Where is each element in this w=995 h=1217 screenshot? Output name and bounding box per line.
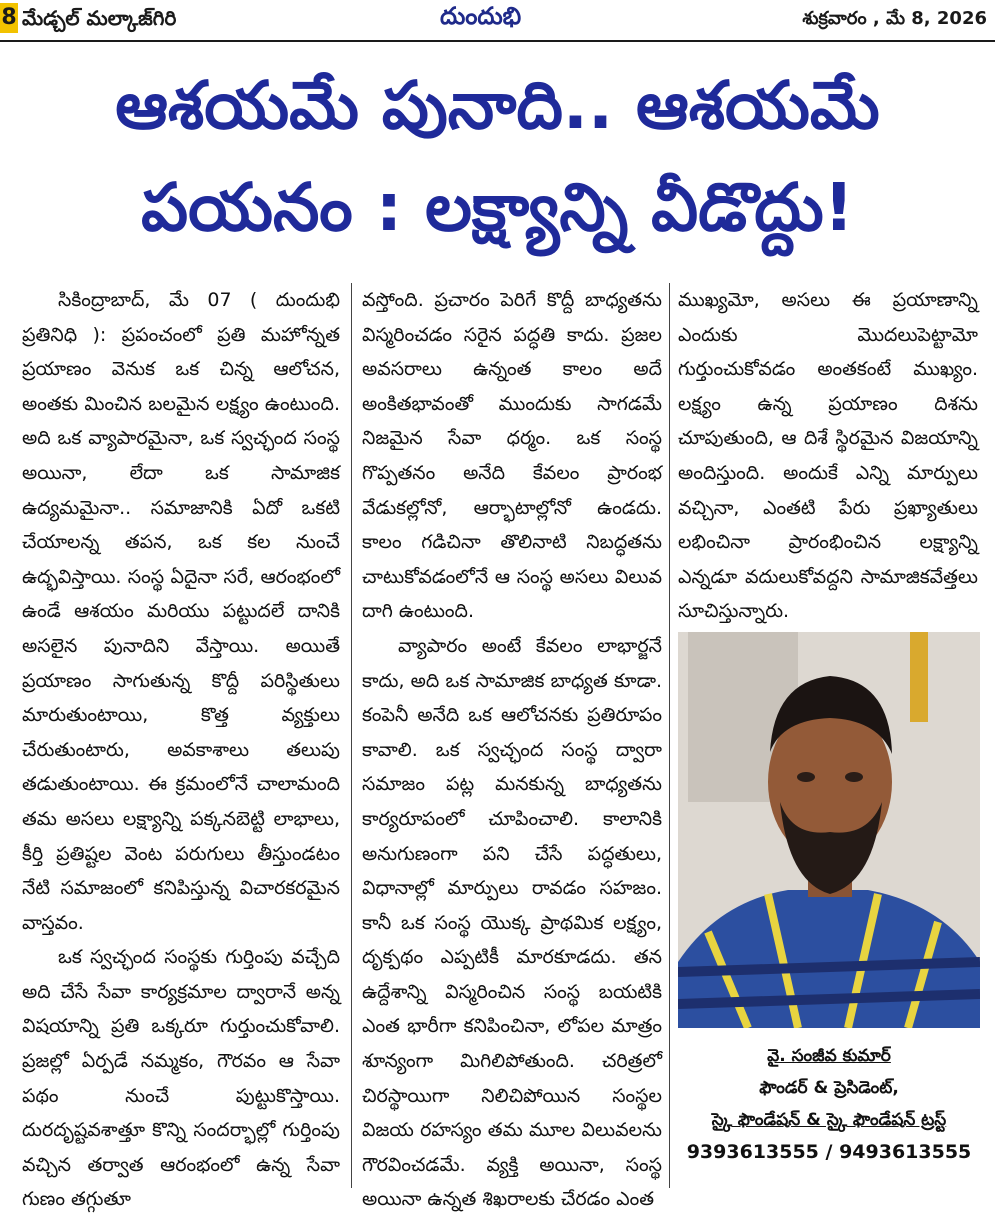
article-column-3: [678, 283, 978, 629]
article-paragraph: వ్యాపారం అంటే కేవలం లాభార్జనే కాదు, అది ఒక సామాజిక బాధ్యత కూడా. కంపెనీ అనేది ఒక ఆలోచనకు ప్రతిరూపం కావాలి. ఒక స్వచ్ఛంద సంస్థ ద్వారా సమాజం పట్ల మనకున్న బాధ్యతను కార్యరూపంలో చూపించాలి. కాలానికి అనుగుణంగా పని చేసే పద్ధతులు, విధానాల్లో మార్పులు రావడం సహజం. కానీ ఒక సంస్థ యొక్క ప్రాథమిక లక్ష్యం, దృక్పథం ఎప్పటికీ మారకూడదు. తన ఉద్దేశాన్ని విస్మరించిన సంస్థ బయటికి ఎంత భారీగా కనిపించినా, లోపల మాత్రం శూన్యంగా మిగిలిపోతుంది. చరిత్రలో చిరస్థాయిగా నిలిచిపోయిన సంస్థల విజయ రహస్యం తమ మూల విలువలను గౌరవించడమే. వ్యక్తి అయినా, సంస్థ అయినా ఉన్నత శిఖరాలకు చేరడం ఎంత: [362, 634, 662, 1211]
person-role: ఫౌండర్ & ప్రెసిడెంట్,: [759, 1078, 899, 1098]
article-paragraph: ఒక స్వచ్ఛంద సంస్థకు గుర్తింపు వచ్చేది అది చేసే సేవా కార్యక్రమాల ద్వారానే అన్న విషయాన్ని ప్రతి ఒక్కరూ గుర్తుంచుకోవాలి. ప్రజల్లో ఏర్పడే నమ్మకం, గౌరవం ఆ సేవా పథం నుంచే పుట్టుకొస్తాయి. దురదృష్టవశాత్తూ కొన్ని సందర్భాల్లో గుర్తింపు వచ్చిన తర్వాత ఆరంభంలో ఉన్న సేవా గుణం తగ్గుతూ: [22, 946, 340, 1211]
publication-date: శుక్రవారం , మే 8, 2026: [802, 8, 987, 29]
article-paragraph: వస్తోంది. ప్రచారం పెరిగే కొద్దీ బాధ్యతను విస్మరించడం సరైన పద్ధతి కాదు. ప్రజల అవసరాలు ఉన్నంత కాలం అదే అంకితభావంతో ముందుకు సాగడమే నిజమైన సేవా ధర్మం. ఒక సంస్థ గొప్పతనం అనేది కేవలం ప్రారంభ వేడుకల్లోనో, ఆర్భాటాల్లోనో ఉండదు. కాలం గడిచినా తొలినాటి నిబద్ధతను చాటుకోవడంలోనే ఆ సంస్థ అసలు విలువ దాగి ఉంటుంది.: [362, 289, 662, 623]
article-paragraph: ముఖ్యమో, అసలు ఈ ప్రయాణాన్ని ఎందుకు మొదలుపెట్టామో గుర్తుంచుకోవడం అంతకంటే ముఖ్యం. లక్ష్యం ఉన్న ప్రయాణం దిశను చూపుతుంది, ఆ దిశే స్థిరమైన విజయాన్ని అందిస్తుంది. అందుకే ఎన్ని మార్పులు వచ్చినా, ఎంతటి పేరు ప్రఖ్యాతులు లభించినా ప్రారంభించిన లక్ష్యాన్ని ఎన్నడూ వదులుకోవద్దని సామాజికవేత్తలు సూచిస్తున్నారు.: [678, 289, 978, 623]
phone-numbers: 9393613555 / 9493613555: [686, 1141, 972, 1163]
photo-caption: [678, 1040, 980, 1168]
article-paragraph: సికింద్రాబాద్, మే 07 ( దుందుభి ప్రతినిధి ): ప్రపంచంలో ప్రతి మహోన్నత ప్రయాణం వెనుక ఒక చిన్న ఆలోచన, అంతకు మించిన బలమైన లక్ష్యం ఉంటుంది. అది ఒక వ్యాపారమైనా, ఒక స్వచ్ఛంద సంస్థ అయినా, లేదా ఒక సామాజిక ఉద్యమమైనా.. సమాజానికి ఏదో ఒకటి చేయాలన్న తపన, ఒక కల నుంచే ఉద్భవిస్తాయి. సంస్థ ఏదైనా సరే, ఆరంభంలో ఉండే ఆశయం మరియు పట్టుదలే దానికి అసలైన పునాదిని వేస్తాయి. అయితే ప్రయాణం సాగుతున్న కొద్దీ పరిస్థితులు మారుతుంటాయి, కొత్త వ్యక్తులు చేరుతుంటారు, అవకాశాలు తలుపు తడుతుంటాయి. ఈ క్రమంలోనే చాలామంది తమ అసలు లక్ష్యాన్ని పక్కనబెట్టి లాభాలు, కీర్తి ప్రతిష్టల వెంట పరుగులు తీస్తుండటం నేటి సమాజంలో కనిపిస్తున్న విచారకరమైన వాస్తవం.: [22, 289, 340, 934]
organization-name: స్కై ఫౌండేషన్ & స్కై ఫౌండేషన్ ట్రస్ట్: [711, 1110, 947, 1130]
article-headline: ఆశయమే పునాది.. ఆశయమే పయనం : లక్ష్యాన్ని వీడొద్దు!: [115, 67, 880, 246]
page-header: [0, 0, 995, 42]
person-photo: [678, 632, 980, 1028]
column-divider: [351, 283, 352, 1188]
page-number: 8: [0, 3, 18, 33]
article-column-2: [362, 283, 662, 1217]
person-name: వై. సంజీవ కుమార్: [767, 1046, 891, 1066]
column-divider: [669, 283, 670, 1188]
article-column-1: [22, 283, 340, 1217]
portrait-illustration: [678, 632, 980, 1028]
district-label: మేడ్చల్ మల్కాజ్‌గిరి: [22, 6, 177, 30]
newspaper-masthead: దుందుభి: [440, 2, 522, 30]
